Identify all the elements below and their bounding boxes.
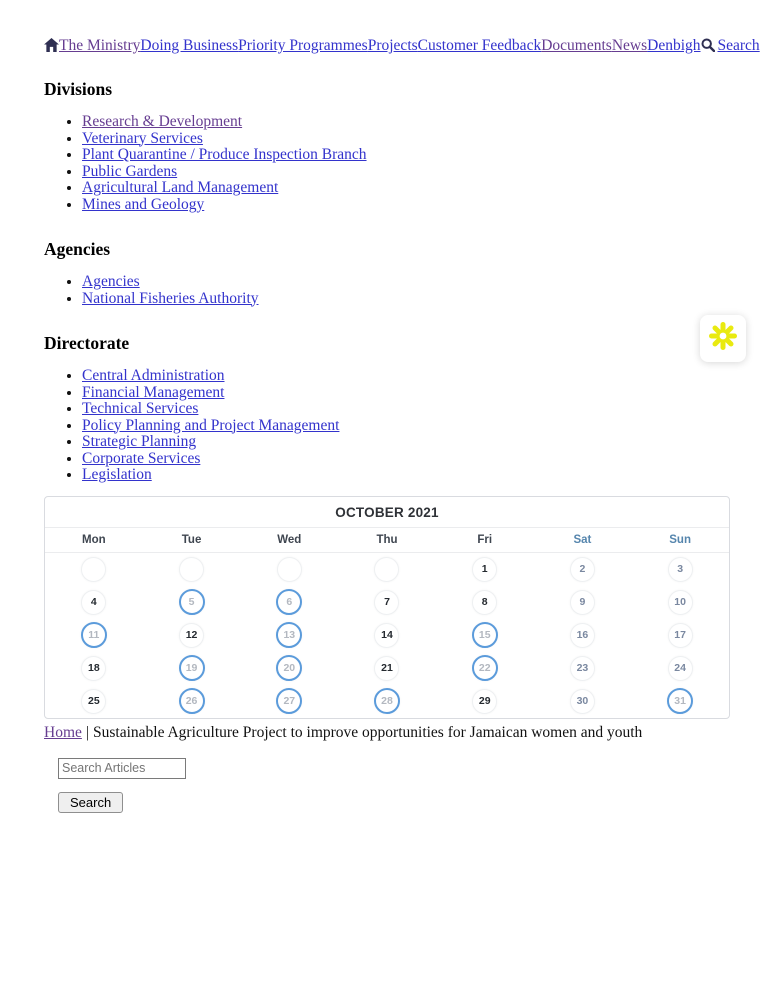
nav-link-customer-feedback[interactable]: Customer Feedback xyxy=(417,37,542,54)
breadcrumb-separator: | xyxy=(85,723,89,741)
search-button[interactable]: Search xyxy=(58,792,123,813)
link-plant-quarantine-produce-inspection-branch[interactable]: Plant Quarantine / Produce Inspection Branch xyxy=(82,146,367,163)
calendar-cell xyxy=(534,652,632,685)
calendar-cell xyxy=(143,553,241,586)
calendar-day-14: 14 xyxy=(374,623,399,648)
nav-search-link[interactable] xyxy=(701,37,760,54)
link-list-agencies xyxy=(44,274,730,307)
calendar-cell xyxy=(240,652,338,685)
calendar-cell xyxy=(436,652,534,685)
breadcrumb-home-link[interactable]: Home xyxy=(44,723,82,741)
calendar-day-26[interactable]: 26 xyxy=(179,688,205,714)
calendar-cell xyxy=(240,685,338,718)
calendar-cell xyxy=(45,553,143,586)
calendar-cell xyxy=(45,619,143,652)
calendar-day-24: 24 xyxy=(668,656,693,681)
search-area xyxy=(58,758,730,813)
calendar-cell xyxy=(534,685,632,718)
link-veterinary-services[interactable]: Veterinary Services xyxy=(82,129,203,147)
calendar-day-23: 23 xyxy=(570,656,595,681)
calendar-cell xyxy=(338,553,436,586)
calendar-day-10: 10 xyxy=(668,590,693,615)
calendar-cell xyxy=(143,586,241,619)
list-item xyxy=(82,385,730,402)
link-technical-services[interactable]: Technical Services xyxy=(82,400,199,417)
search-icon xyxy=(701,38,715,52)
link-agencies[interactable]: Agencies xyxy=(82,273,140,290)
floating-widget-button[interactable] xyxy=(700,315,746,362)
calendar-day-12: 12 xyxy=(179,623,204,648)
calendar-day-5[interactable]: 5 xyxy=(179,589,205,615)
nav-link-denbigh[interactable]: Denbigh xyxy=(647,37,701,54)
calendar-day-30: 30 xyxy=(570,689,595,714)
calendar-day-header-mon: Mon xyxy=(82,533,106,546)
calendar-day-13[interactable]: 13 xyxy=(276,622,302,648)
calendar-cell xyxy=(534,553,632,586)
link-legislation[interactable]: Legislation xyxy=(82,466,152,483)
list-item xyxy=(82,164,730,181)
calendar xyxy=(44,496,730,719)
list-item xyxy=(82,401,730,418)
link-list-directorate xyxy=(44,368,730,484)
list-item xyxy=(82,368,730,385)
calendar-cell xyxy=(143,685,241,718)
section-heading-agencies: Agencies xyxy=(44,239,111,259)
list-item xyxy=(82,291,730,308)
calendar-cell xyxy=(143,619,241,652)
calendar-day-6[interactable]: 6 xyxy=(276,589,302,615)
link-list-divisions xyxy=(44,114,730,213)
page-title: Sustainable Agriculture Project to improve opportunities for Jamaican women and youth xyxy=(93,723,643,741)
nav-link-documents[interactable]: Documents xyxy=(541,37,612,54)
link-national-fisheries-authority[interactable]: National Fisheries Authority xyxy=(82,289,259,307)
link-mines-and-geology[interactable]: Mines and Geology xyxy=(82,195,205,213)
home-icon[interactable] xyxy=(44,38,59,52)
list-item xyxy=(82,451,730,468)
calendar-cell xyxy=(631,652,729,685)
link-financial-management[interactable]: Financial Management xyxy=(82,383,225,401)
calendar-cell xyxy=(240,553,338,586)
list-item xyxy=(82,418,730,435)
list-item xyxy=(82,197,730,214)
calendar-cell xyxy=(534,619,632,652)
calendar-day-1: 1 xyxy=(472,557,497,582)
calendar-day-27[interactable]: 27 xyxy=(276,688,302,714)
calendar-cell xyxy=(631,553,729,586)
calendar-day-16: 16 xyxy=(570,623,595,648)
calendar-empty-day xyxy=(277,557,302,582)
calendar-cell xyxy=(338,685,436,718)
calendar-day-3: 3 xyxy=(668,557,693,582)
calendar-grid xyxy=(45,553,729,718)
calendar-cell xyxy=(240,586,338,619)
calendar-day-7: 7 xyxy=(374,590,399,615)
calendar-day-25: 25 xyxy=(81,689,106,714)
calendar-cell xyxy=(436,685,534,718)
nav-link-doing-business[interactable]: Doing Business xyxy=(140,37,239,54)
calendar-day-headers xyxy=(45,528,729,553)
asterisk-icon xyxy=(708,321,738,356)
calendar-day-15[interactable]: 15 xyxy=(472,622,498,648)
calendar-empty-day xyxy=(179,557,204,582)
link-policy-planning-and-project-management[interactable]: Policy Planning and Project Management xyxy=(82,416,340,434)
calendar-cell xyxy=(45,685,143,718)
calendar-cell xyxy=(631,685,729,718)
calendar-day-29: 29 xyxy=(472,689,497,714)
calendar-cell xyxy=(143,652,241,685)
calendar-day-20[interactable]: 20 xyxy=(276,655,302,681)
link-central-administration[interactable]: Central Administration xyxy=(82,367,225,384)
calendar-title: OCTOBER 2021 xyxy=(45,497,729,528)
calendar-day-header-thu: Thu xyxy=(376,533,398,546)
calendar-cell xyxy=(631,586,729,619)
calendar-empty-day xyxy=(374,557,399,582)
calendar-day-header-tue: Tue xyxy=(181,533,202,546)
nav-link-news[interactable]: News xyxy=(611,37,648,54)
top-nav xyxy=(44,37,760,54)
calendar-day-21: 21 xyxy=(374,656,399,681)
list-item xyxy=(82,180,730,197)
link-public-gardens[interactable]: Public Gardens xyxy=(82,162,178,180)
nav-search-label: Search xyxy=(717,37,760,54)
calendar-day-4: 4 xyxy=(81,590,106,615)
list-item xyxy=(82,274,730,291)
calendar-day-header-sun: Sun xyxy=(669,533,691,546)
nav-link-projects[interactable]: Projects xyxy=(367,37,418,54)
nav-links-slot xyxy=(59,37,701,54)
calendar-day-11[interactable]: 11 xyxy=(81,622,107,648)
section-heading-directorate: Directorate xyxy=(44,333,130,353)
list-item xyxy=(82,147,730,164)
calendar-day-22[interactable]: 22 xyxy=(472,655,498,681)
calendar-day-8: 8 xyxy=(472,590,497,615)
calendar-day-31[interactable]: 31 xyxy=(667,688,693,714)
calendar-day-header-fri: Fri xyxy=(477,533,493,546)
calendar-cell xyxy=(338,586,436,619)
calendar-cell xyxy=(631,619,729,652)
calendar-cell xyxy=(436,553,534,586)
calendar-cell xyxy=(534,586,632,619)
calendar-cell xyxy=(240,619,338,652)
calendar-day-9: 9 xyxy=(570,590,595,615)
calendar-day-header-wed: Wed xyxy=(277,533,302,546)
link-corporate-services[interactable]: Corporate Services xyxy=(82,449,201,467)
calendar-cell xyxy=(45,586,143,619)
calendar-day-28[interactable]: 28 xyxy=(374,688,400,714)
link-strategic-planning[interactable]: Strategic Planning xyxy=(82,433,197,450)
calendar-day-header-sat: Sat xyxy=(573,533,592,546)
calendar-day-18: 18 xyxy=(81,656,106,681)
nav-link-the-ministry[interactable]: The Ministry xyxy=(59,37,141,54)
list-item xyxy=(82,131,730,148)
calendar-cell xyxy=(436,586,534,619)
calendar-empty-day xyxy=(81,557,106,582)
search-input[interactable] xyxy=(58,758,186,779)
sections-slot xyxy=(44,79,730,484)
calendar-cell xyxy=(338,619,436,652)
breadcrumb xyxy=(44,724,730,742)
list-item xyxy=(82,467,730,484)
link-research-development[interactable]: Research & Development xyxy=(82,113,243,130)
link-agricultural-land-management[interactable]: Agricultural Land Management xyxy=(82,179,279,196)
calendar-cell xyxy=(338,652,436,685)
calendar-day-17: 17 xyxy=(668,623,693,648)
section-heading-divisions: Divisions xyxy=(44,79,113,99)
calendar-cell xyxy=(436,619,534,652)
list-item xyxy=(82,434,730,451)
nav-link-priority-programmes[interactable]: Priority Programmes xyxy=(238,37,368,54)
list-item xyxy=(82,114,730,131)
calendar-day-19[interactable]: 19 xyxy=(179,655,205,681)
calendar-day-2: 2 xyxy=(570,557,595,582)
calendar-cell xyxy=(45,652,143,685)
